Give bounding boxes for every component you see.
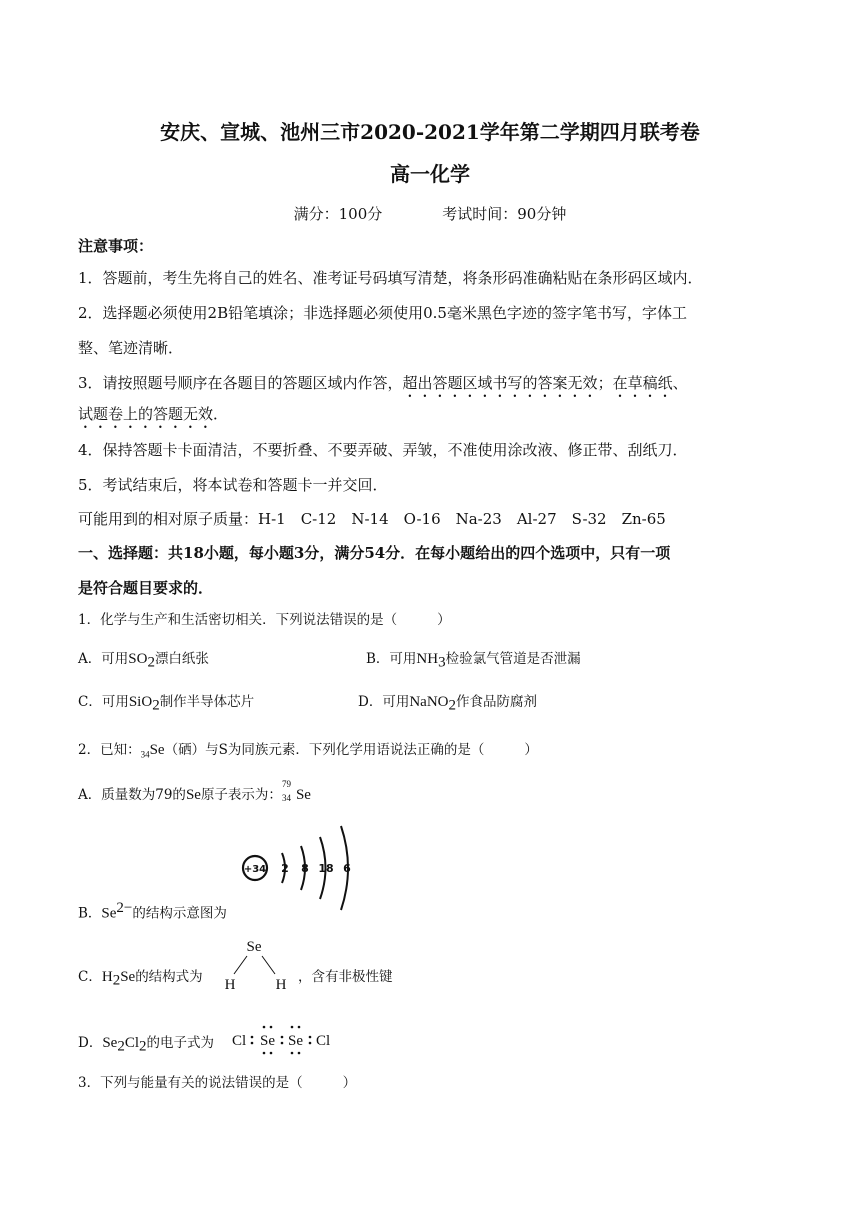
- emphasis-text: 试题卷上的答题无效: [78, 405, 214, 423]
- question-2-option-b: B．$Se^{2-}$的结构示意图为: [78, 900, 227, 922]
- question-1-option-b: B．可用$NH_3$检验氯气管道是否泄漏: [366, 651, 581, 671]
- electron-dot: [281, 1042, 284, 1045]
- electron-dot: [270, 1026, 273, 1029]
- notice-item-2-line-2: 整、笔迹清晰．: [78, 339, 184, 357]
- notice-heading: 注意事项：: [78, 237, 154, 255]
- exam-title: 安庆、宣城、池州三市2020-2021学年第二学期四月联考卷: [160, 120, 700, 144]
- electron-dot: [263, 1026, 266, 1029]
- selenium-atom: Se: [288, 1033, 303, 1049]
- electron-dot: [298, 1026, 301, 1029]
- notice-item-1: 1．答题前，考生先将自己的姓名、准考证号码填写清楚，将条形码准确粘贴在条形码区域内．: [78, 269, 703, 287]
- question-2-stem: 2．已知：$_{34}$Se（硒）与S为同族元素．下列化学用语说法正确的是（ ）: [78, 742, 538, 760]
- shell-count: 6: [343, 862, 351, 875]
- electron-dot: [298, 1052, 301, 1055]
- emphasis-text: 在草稿纸、: [612, 374, 688, 392]
- notice-item-2-line-1: 2．选择题必须使用2B铅笔填涂；非选择题必须使用0.5毫米黑色字迹的签字笔书写，字体工: [78, 304, 687, 322]
- score-info: 满分：100分: [293, 205, 383, 223]
- shell-count: 8: [301, 862, 309, 875]
- notice-item-3-line-1: 3．请按照题号顺序在各题目的答题区域内作答，超出答题区域书写的答案无效；在草稿纸、: [78, 374, 688, 392]
- question-1-option-c: C．可用SiO$_2$制作半导体芯片: [78, 694, 255, 714]
- question-2-option-a: A．质量数为79的Se原子表示为： 79 34 Se: [78, 779, 311, 803]
- question-3-stem: 3．下列与能量有关的说法错误的是（ ）: [78, 1075, 357, 1091]
- notice-item-5: 5．考试结束后，将本试卷和答题卡一并交回．: [78, 476, 388, 494]
- electron-dot: [270, 1052, 273, 1055]
- question-2-option-c-note: ，含有非极性键: [298, 969, 393, 985]
- notice-item-4: 4．保持答题卡卡面清洁，不要折叠、不要弄破、弄皱，不准使用涂改液、修正带、刮纸刀．: [78, 441, 688, 459]
- hydrogen-atom: H: [275, 977, 287, 993]
- electron-dot: [251, 1036, 254, 1039]
- section-1-line-2: 是符合题目要求的．: [78, 579, 214, 597]
- chlorine-atom: Cl: [316, 1033, 331, 1049]
- electron-dot: [291, 1052, 294, 1055]
- question-2-option-d: D．$Se_2Cl_2$的电子式为: [78, 1035, 215, 1055]
- question-1-option-d: D．可用NaNO$_2$作食品防腐剂: [358, 694, 537, 714]
- exam-subtitle: 高一化学: [390, 162, 470, 186]
- electron-dot: [251, 1042, 254, 1045]
- notice-item-3-line-2: 试题卷上的答题无效．: [78, 405, 229, 423]
- se-ion-structure-diagram: [238, 822, 358, 914]
- exam-meta: [0, 203, 860, 224]
- time-info: 考试时间：90分钟: [442, 205, 567, 223]
- selenium-atom: Se: [260, 1033, 275, 1049]
- chlorine-atom: Cl: [232, 1033, 247, 1049]
- shell-count: 2: [281, 862, 289, 875]
- electron-dot: [291, 1026, 294, 1029]
- bond-line: [262, 956, 275, 974]
- shell-count: 18: [318, 862, 334, 875]
- bond-line: [234, 956, 247, 974]
- electron-dot: [309, 1042, 312, 1045]
- atomic-masses: 可能用到的相对原子质量：H-1 C-12 N-14 O-16 Na-23 Al-27 S-32 Zn-65: [78, 510, 666, 528]
- electron-dot: [309, 1036, 312, 1039]
- section-1-line-1: 一、选择题：共18小题，每小题3分，满分54分．在每小题给出的四个选项中，只有一项: [78, 544, 671, 562]
- h2se-structural-formula: [218, 934, 298, 994]
- question-2-option-c: C．$H_2Se$的结构式为: [78, 969, 203, 989]
- hydrogen-atom: H: [224, 977, 236, 993]
- question-1-option-a: A．可用$SO_2$漂白纸张: [78, 651, 209, 671]
- question-1-stem: 1．化学与生产和生活密切相关．下列说法错误的是（ ）: [78, 612, 451, 628]
- nucleus-charge: +34: [243, 864, 267, 875]
- electron-dot: [281, 1036, 284, 1039]
- selenium-atom: Se: [246, 939, 262, 955]
- electron-dot: [263, 1052, 266, 1055]
- se2cl2-electron-formula: [228, 1020, 340, 1058]
- emphasis-text: 超出答题区域书写的答案无效: [402, 374, 598, 392]
